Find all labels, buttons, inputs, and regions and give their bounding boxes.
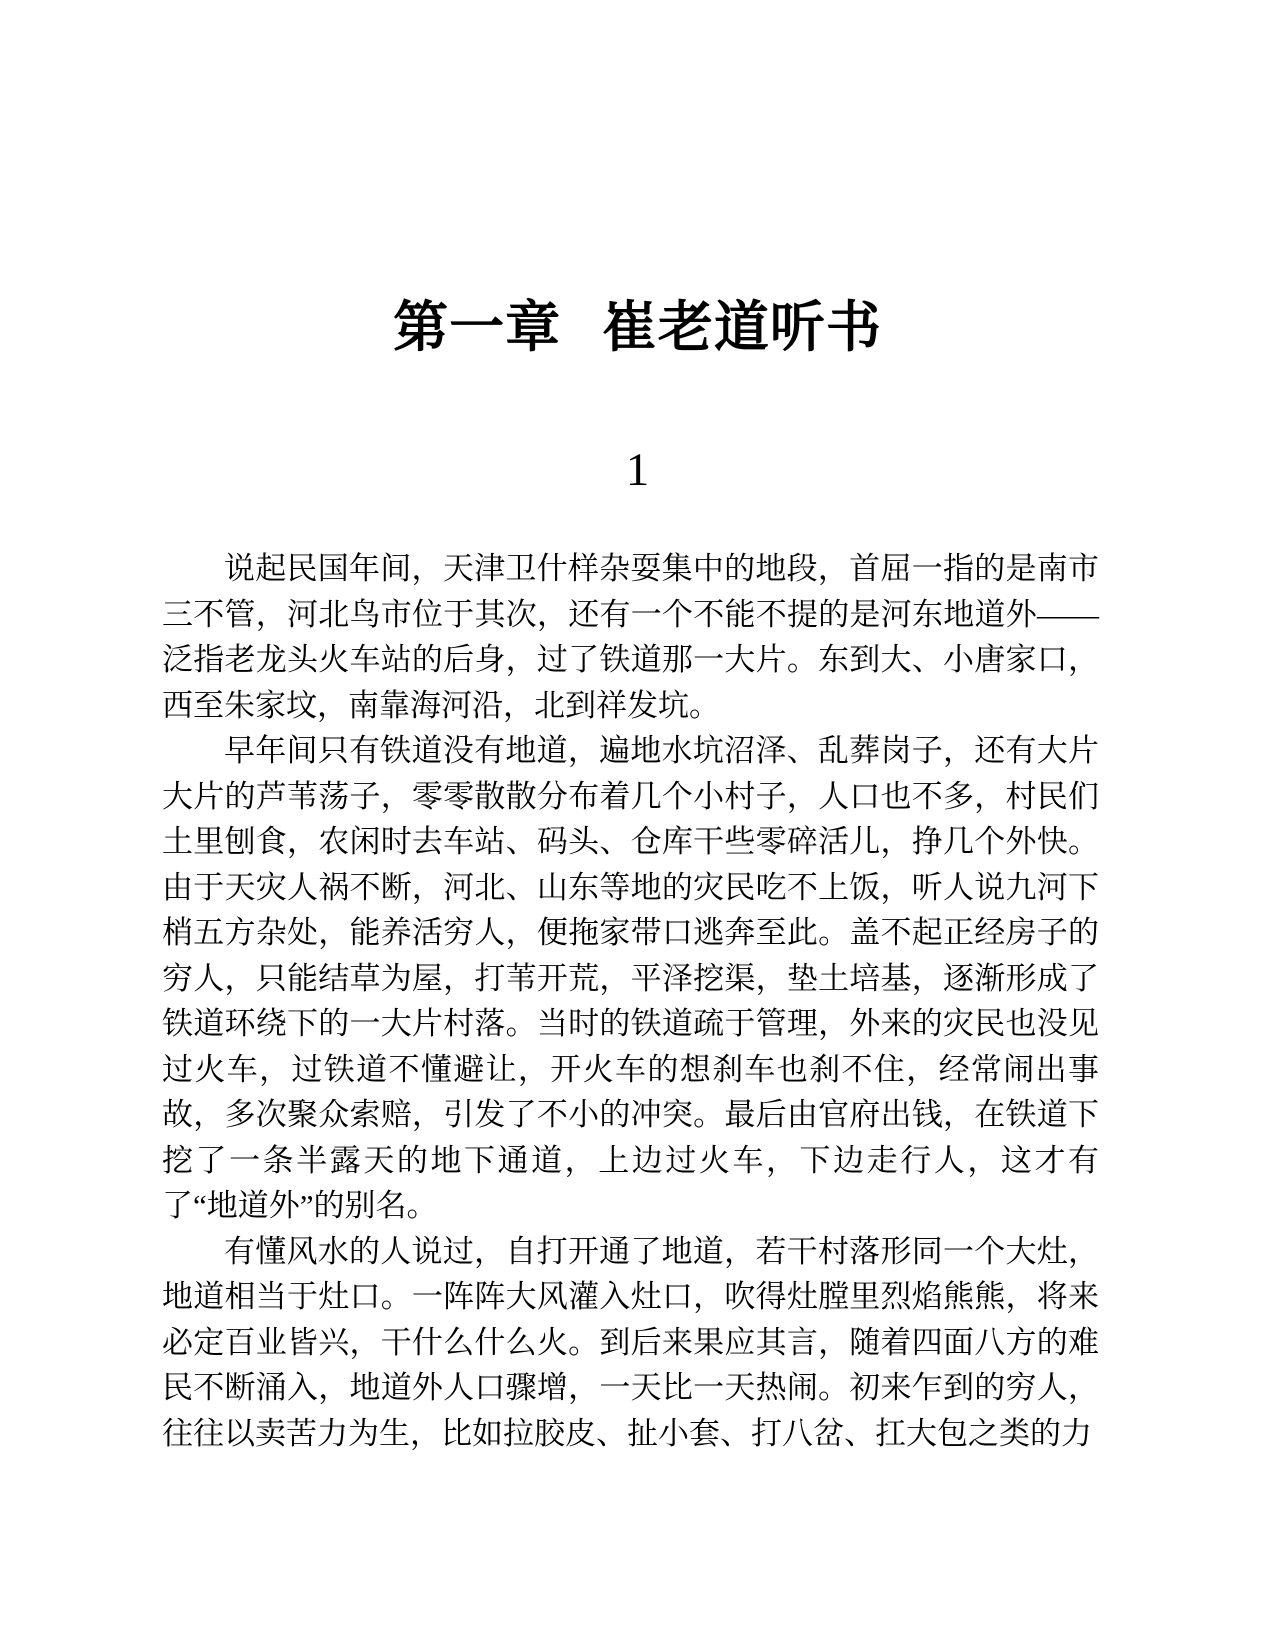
paragraph-2: 早年间只有铁道没有地道，遍地水坑沼泽、乱葬岗子，还有大片大片的芦苇荡子，零零散散分布着几个小村子，人口也不多，村民们土里刨食，农闲时去车站、码头、仓库干些零碎活儿，挣几个外快。由于天灾人祸不断，河北、山东等地的灾民吃不上饭，听人说九河下梢五方杂处，能养活穷人，便拖家带口逃奔至此。盖不起正经房子的穷人，只能结草为屋，打苇开荒，平泽挖渠，垫土培基，逐渐形成了铁道环绕下的一大片村落。当时的铁道疏于管理，外来的灾民也没见过火车，过铁道不懂避让，开火车的想刹车也刹不住，经常闹出事故，多次聚众索赔，引发了不小的冲突。最后由官府出钱，在铁道下挖了一条半露天的地下通道，上边过火车，下边走行人，这才有了“地道外”的别名。 xyxy=(162,733,1099,1223)
chapter-body xyxy=(162,546,1099,1456)
paragraph-1: 说起民国年间，天津卫什样杂耍集中的地段，首屈一指的是南市三不管，河北鸟市位于其次，还有一个不能不提的是河东地道外——泛指老龙头火车站的后身，过了铁道那一大片。东到大、小唐家口，西至朱家坟，南靠海河沿，北到祥发坑。 xyxy=(162,551,1099,723)
section-number: 1 xyxy=(625,444,650,496)
paragraph-3: 有懂风水的人说过，自打开通了地道，若干村落形同一个大灶，地道相当于灶口。一阵阵大风灌入灶口，吹得灶膛里烈焰熊熊，将来必定百业皆兴，干什么什么火。到后来果应其言，随着四面八方的难民不断涌入，地道外人口骤增，一天比一天热闹。初来乍到的穷人，往往以卖苦力为生，比如拉胶皮、扯小套、打八岔、扛大包之类的力 xyxy=(162,1233,1099,1451)
chapter-title: 第一章 崔老道听书 xyxy=(393,297,882,358)
